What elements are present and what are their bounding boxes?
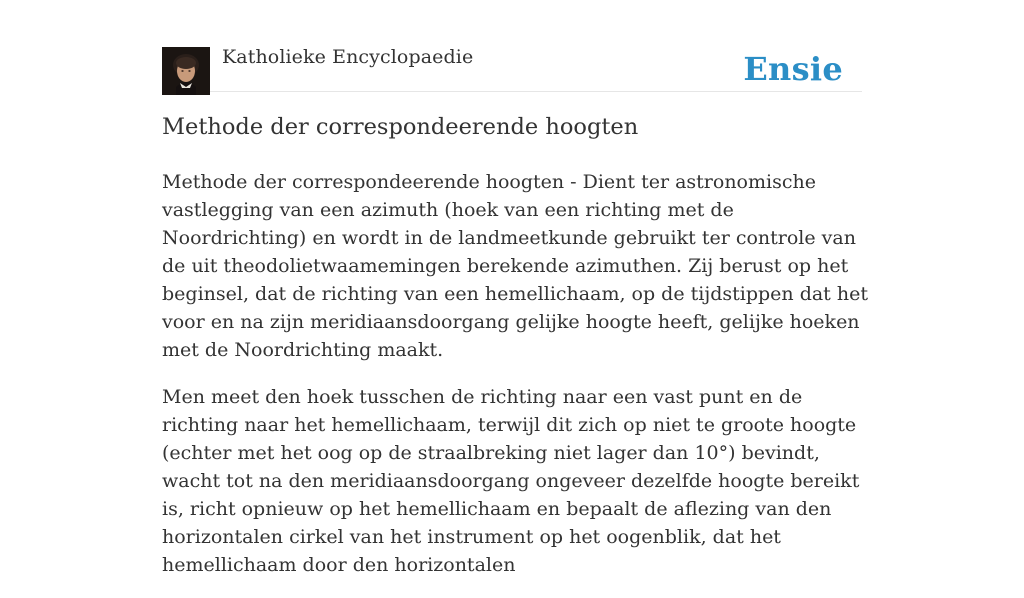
article-paragraph: Methode der correspondeerende hoogten - Dient ter astronomische vastlegging van een azimuth (hoek van een richting met de Noordrichting) en wordt in de landmeetkunde gebruikt ter controle van de uit theodolietwaamemingen berekende azimuthen. Zij berust op het beginsel, dat de richting van een hemellichaam, op de tijdstippen dat het voor en na zijn meridiaansdoorgang gelijke hoogte heeft, gelijke hoeken met de Noordrichting maakt.	[162, 171, 868, 361]
source-name[interactable]: Katholieke Encyclopaedie	[222, 46, 474, 68]
article-title: Methode der correspondeerende hoogten	[162, 114, 639, 140]
article-body	[162, 168, 882, 598]
article-paragraph: Men meet den hoek tusschen de richting naar een vast punt en de richting naar het hemellichaam, terwijl dit zich op niet te groote hoogte (echter met het oog op de straalbreking niet lager dan 10°) bevindt, wacht tot na den meridiaansdoorgang ongeveer dezelfde hoogte bereikt is, richt opnieuw op het hemellichaam en bepaalt de aflezing van den horizontalen cirkel van het instrument op het oogenblik, dat het hemellichaam door den horizontalen	[162, 386, 860, 576]
portrait-avatar-image	[162, 47, 210, 95]
brand-logo[interactable]: Ensie	[743, 50, 843, 88]
header	[162, 44, 862, 92]
portrait-avatar[interactable]	[162, 47, 210, 95]
